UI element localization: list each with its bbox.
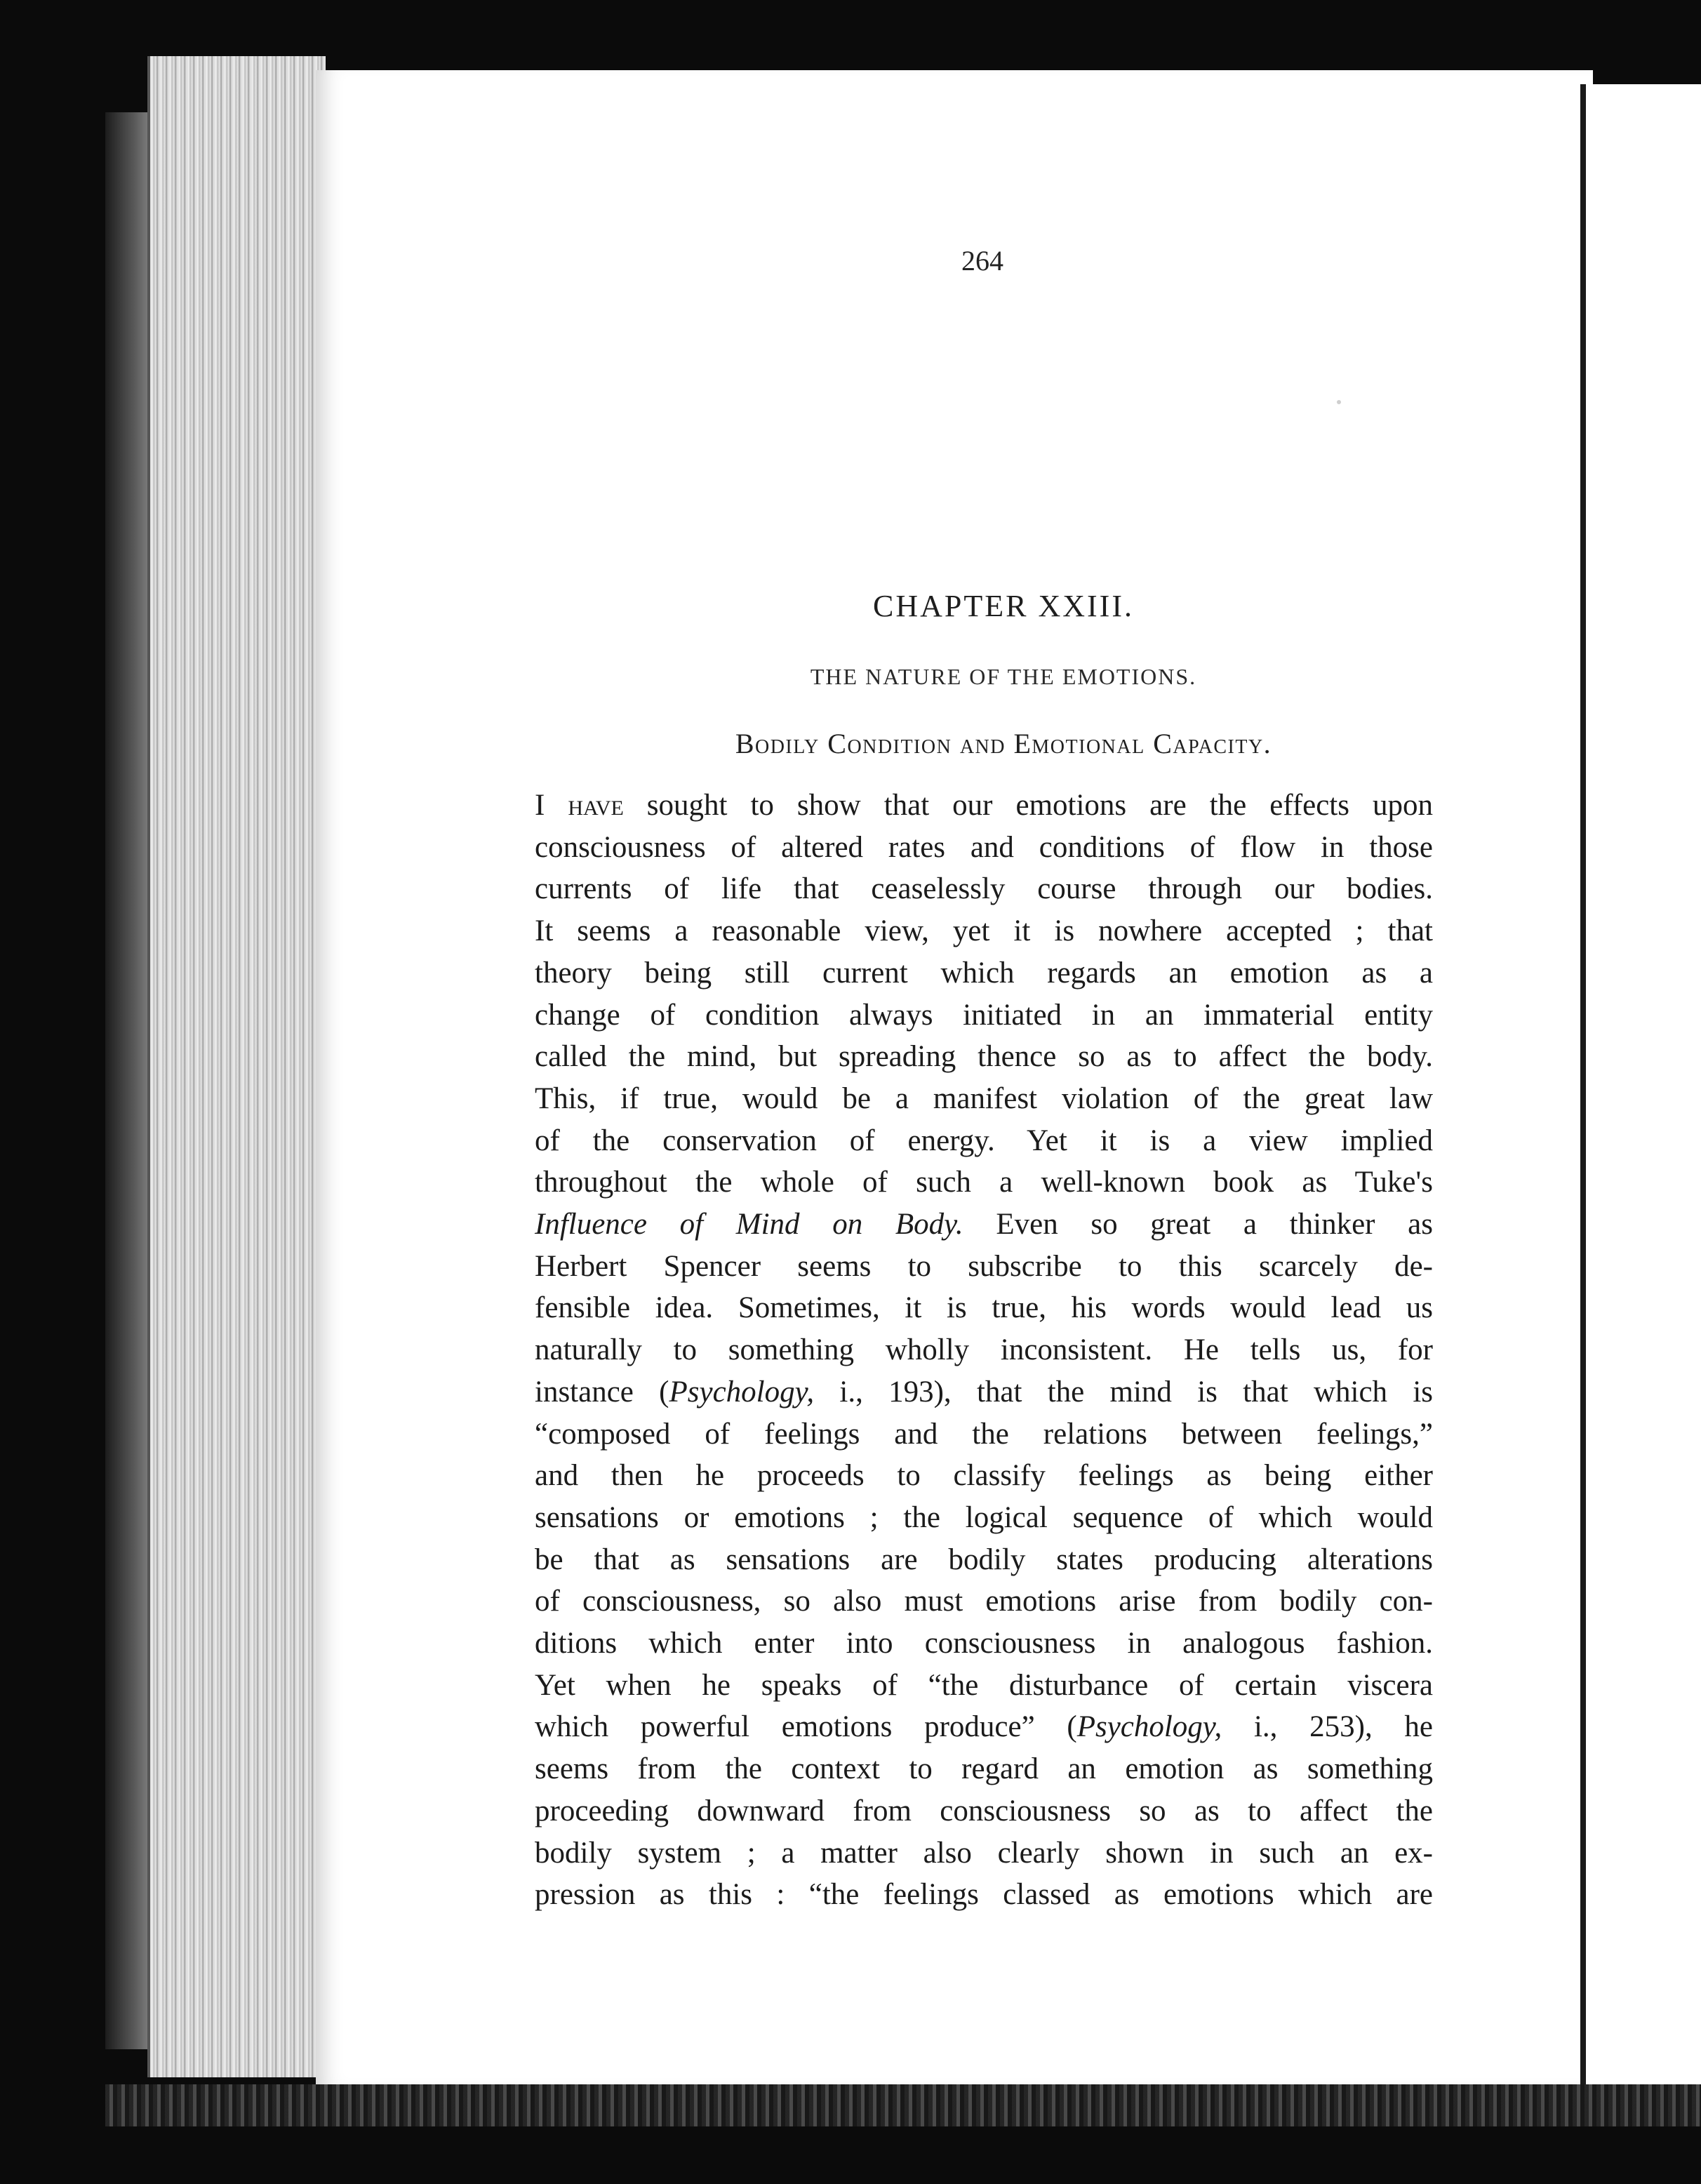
text-line — [535, 1874, 1433, 1916]
lead-in-small-caps: I have — [535, 789, 624, 822]
line-text: i., 253), he — [1222, 1710, 1433, 1744]
line-text: throughout the whole of such a well-known book as Tuke's — [535, 1166, 1433, 1199]
line-text: ditions which enter into consciousness in analogous fashion. — [535, 1627, 1433, 1660]
text-line — [535, 1665, 1433, 1707]
text-line — [535, 1706, 1433, 1748]
page-number: 264 — [961, 245, 1003, 277]
line-text: currents of life that ceaselessly course through our bodies. — [535, 872, 1433, 906]
line-text: This, if true, would be a manifest violation of the great law — [535, 1081, 1433, 1115]
italic-title: Psychology, — [669, 1375, 815, 1409]
line-prefix: instance ( — [535, 1375, 669, 1409]
line-text: naturally to something wholly inconsistent. He tells us, for — [535, 1333, 1433, 1367]
line-text: i., 193), that the mind is that which is — [814, 1375, 1433, 1409]
chapter-heading: CHAPTER XXIII. — [873, 589, 1134, 623]
line-text: sought to show that our emotions are the effects upon — [623, 789, 1433, 822]
line-prefix: which powerful emotions produce” ( — [535, 1710, 1077, 1744]
line-text: theory being still current which regards an emotion as a — [535, 956, 1433, 990]
line-text: Herbert Spencer seems to subscribe to this scarcely de- — [535, 1249, 1433, 1283]
paper-speck — [1337, 400, 1341, 404]
text-line — [535, 1455, 1433, 1497]
line-text: proceeding downward from consciousness so as to affect the — [535, 1794, 1433, 1827]
line-text: of the conservation of energy. Yet it is a view implied — [535, 1124, 1433, 1157]
text-line — [535, 1497, 1433, 1539]
page-edges — [147, 56, 326, 2077]
line-text: be that as sensations are bodily states producing alterations — [535, 1543, 1433, 1576]
line-text: It seems a reasonable view, yet it is nowhere accepted ; that — [535, 914, 1433, 948]
line-text: called the mind, but spreading thence so as to affect the body. — [535, 1040, 1433, 1074]
text-line — [535, 1246, 1433, 1288]
text-line — [535, 1413, 1433, 1456]
chapter-subtitle: THE NATURE OF THE EMOTIONS. — [810, 664, 1197, 689]
text-line — [535, 1329, 1433, 1371]
text-line — [535, 1036, 1433, 1078]
text-line — [535, 1120, 1433, 1162]
text-line — [535, 1832, 1433, 1875]
text-line — [535, 1078, 1433, 1120]
line-text: seems from the context to regard an emotion as something — [535, 1752, 1433, 1786]
book-bottom-edge — [105, 2084, 1701, 2126]
line-text: and then he proceeds to classify feelings as being either — [535, 1459, 1433, 1493]
italic-title: Influence of Mind on Body. — [535, 1208, 963, 1241]
facing-page-edge — [1580, 84, 1701, 2084]
italic-title: Psychology, — [1076, 1710, 1222, 1744]
text-line — [535, 910, 1433, 952]
text-line — [535, 952, 1433, 994]
line-text: Even so great a thinker as — [963, 1208, 1433, 1241]
text-line — [535, 1790, 1433, 1832]
line-text: bodily system ; a matter also clearly shown in such an ex- — [535, 1836, 1433, 1870]
text-line — [535, 994, 1433, 1037]
line-text: sensations or emotions ; the logical sequence of which would — [535, 1500, 1433, 1534]
line-text: Yet when he speaks of “the disturbance of certain viscera — [535, 1668, 1433, 1702]
body-paragraph — [535, 785, 1433, 1916]
line-text: “composed of feelings and the relations between feelings,” — [535, 1417, 1433, 1451]
text-line — [535, 1161, 1433, 1204]
text-line — [535, 1371, 1433, 1413]
text-line — [535, 785, 1433, 827]
text-line — [535, 1748, 1433, 1790]
text-line — [535, 1623, 1433, 1665]
text-line — [535, 1580, 1433, 1623]
section-heading: Bodily Condition and Emotional Capacity. — [735, 728, 1272, 759]
text-line — [535, 1539, 1433, 1581]
line-text: pression as this : “the feelings classed as emotions which are — [535, 1878, 1433, 1912]
text-line — [535, 1204, 1433, 1246]
text-line — [535, 868, 1433, 910]
text-line — [535, 1287, 1433, 1329]
line-text: change of condition always initiated in an immaterial entity — [535, 998, 1433, 1032]
text-line — [535, 827, 1433, 869]
line-text: fensible idea. Sometimes, it is true, his words would lead us — [535, 1291, 1433, 1325]
line-text: of consciousness, so also must emotions arise from bodily con- — [535, 1585, 1433, 1618]
line-text: consciousness of altered rates and conditions of flow in those — [535, 830, 1433, 864]
